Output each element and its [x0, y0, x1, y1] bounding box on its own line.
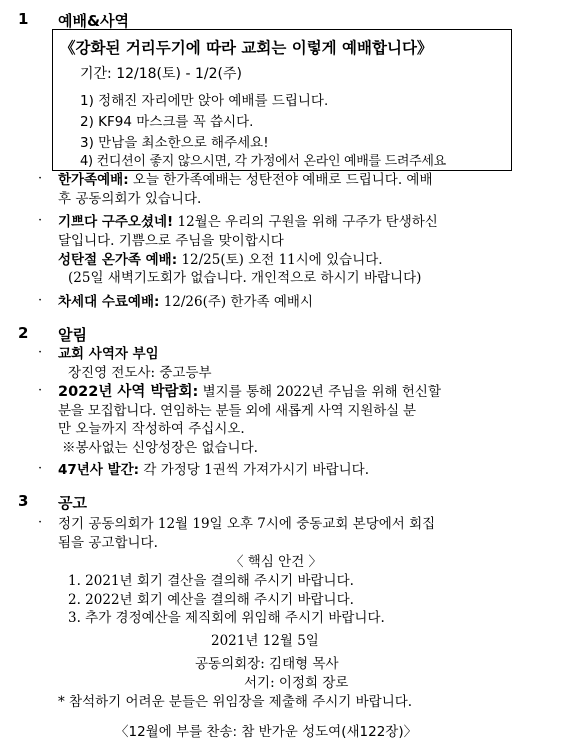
agenda-title: 〈 핵심 안건 〉 — [230, 554, 323, 570]
joy-text: 12월은 우리의 구원을 위해 구주가 탄생하신 — [177, 214, 438, 230]
bullet-dot: · — [38, 461, 43, 476]
inauguration-detail: 장진영 전도사: 중고등부 — [68, 365, 212, 381]
chair-signature: 공동의회장: 김태형 목사 — [195, 656, 339, 672]
section3-number: 3 — [18, 492, 29, 510]
christmas-line — [58, 251, 383, 269]
family-worship-line2: 후 공동의회가 있습니다. — [58, 191, 202, 207]
box-item: 4) 컨디션이 좋지 않으시면, 각 가정에서 온라인 예배를 드려주세요 — [80, 154, 446, 169]
agenda-item: 2. 2022년 회기 예산을 결의해 주시기 바랍니다. — [68, 592, 354, 608]
christmas-label: 성탄절 온가족 예배: — [58, 252, 178, 268]
expo-line1 — [58, 383, 441, 401]
section2-title: 알림 — [58, 326, 87, 344]
bullet-dot: · — [38, 515, 43, 530]
joy-line1 — [58, 213, 438, 231]
expo-line3: 만 오늘까지 작성하여 주십시오. — [58, 421, 245, 437]
bullet-dot: · — [38, 171, 43, 186]
secretary-signature: 서기: 이정희 장로 — [244, 675, 349, 691]
family-worship-label: 한가족예배: — [58, 172, 129, 188]
nextgen-line — [58, 293, 313, 311]
nextgen-text: 12/26(주) 한가족 예배시 — [163, 294, 313, 310]
agenda-item: 1. 2021년 회기 결산을 결의해 주시기 바랍니다. — [68, 573, 354, 589]
christmas-text: 12/25(토) 오전 11시에 있습니다. — [181, 252, 383, 268]
bullet-dot: · — [38, 293, 43, 308]
nextgen-label: 차세대 수료예배: — [58, 294, 160, 310]
joy-label: 기쁘다 구주오셨네! — [58, 214, 174, 230]
bullet-dot: · — [38, 213, 43, 228]
proxy-note: * 참석하기 어려운 분들은 위임장을 제출해 주시기 바랍니다. — [58, 694, 413, 710]
box-item: 1) 정해진 자리에만 앉아 예배를 드립니다. — [80, 93, 329, 109]
agenda-item: 3. 추가 경정예산을 제직회에 위임해 주시기 바랍니다. — [68, 610, 385, 626]
notice-date: 2021년 12월 5일 — [211, 633, 319, 649]
history-line — [58, 461, 369, 479]
expo-label: 2022년 사역 박람회: — [58, 384, 199, 400]
family-worship-text: 오늘 한가족예배는 성탄전야 예배로 드립니다. 예배 — [132, 172, 433, 188]
section3-title: 공고 — [58, 494, 87, 512]
box-heading: 《강화된 거리두기에 따라 교회는 이렇게 예배합니다》 — [60, 39, 433, 57]
bullet-dot: · — [38, 345, 43, 360]
christmas-note: (25일 새벽기도회가 없습니다. 개인적으로 하시기 바랍니다) — [68, 270, 422, 286]
joy-line2: 달입니다. 기쁨으로 주님을 맞이합시다 — [58, 233, 284, 249]
box-period: 기간: 12/18(토) - 1/2(주) — [80, 66, 242, 82]
history-label: 47년사 발간: — [58, 462, 140, 478]
hymn-footer: 〈12월에 부를 찬송: 참 반가운 성도여(새122장)〉 — [115, 724, 418, 740]
box-item: 3) 만남을 최소한으로 해주세요! — [80, 135, 269, 151]
family-worship-line1 — [58, 171, 433, 189]
notice-line2: 됨을 공고합니다. — [58, 535, 158, 551]
expo-line2: 분을 모집합니다. 연임하는 분들 외에 새롭게 사역 지원하실 분 — [58, 403, 416, 419]
section2-number: 2 — [18, 324, 29, 342]
inauguration-label: 교회 사역자 부임 — [58, 346, 159, 362]
section1-number: 1 — [18, 10, 29, 28]
section1-title: 예배&사역 — [58, 12, 130, 30]
bullet-dot: · — [38, 383, 43, 398]
expo-note: ※봉사없는 신앙성장은 없습니다. — [62, 440, 258, 456]
box-item: 2) KF94 마스크를 꼭 씁시다. — [80, 114, 254, 130]
notice-line1: 정기 공동의회가 12월 19일 오후 7시에 중동교회 본당에서 회집 — [58, 516, 436, 532]
expo-text: 별지를 통해 2022년 주님을 위해 헌신할 — [202, 384, 441, 400]
history-text: 각 가정당 1권씩 가져가시기 바랍니다. — [143, 462, 370, 478]
